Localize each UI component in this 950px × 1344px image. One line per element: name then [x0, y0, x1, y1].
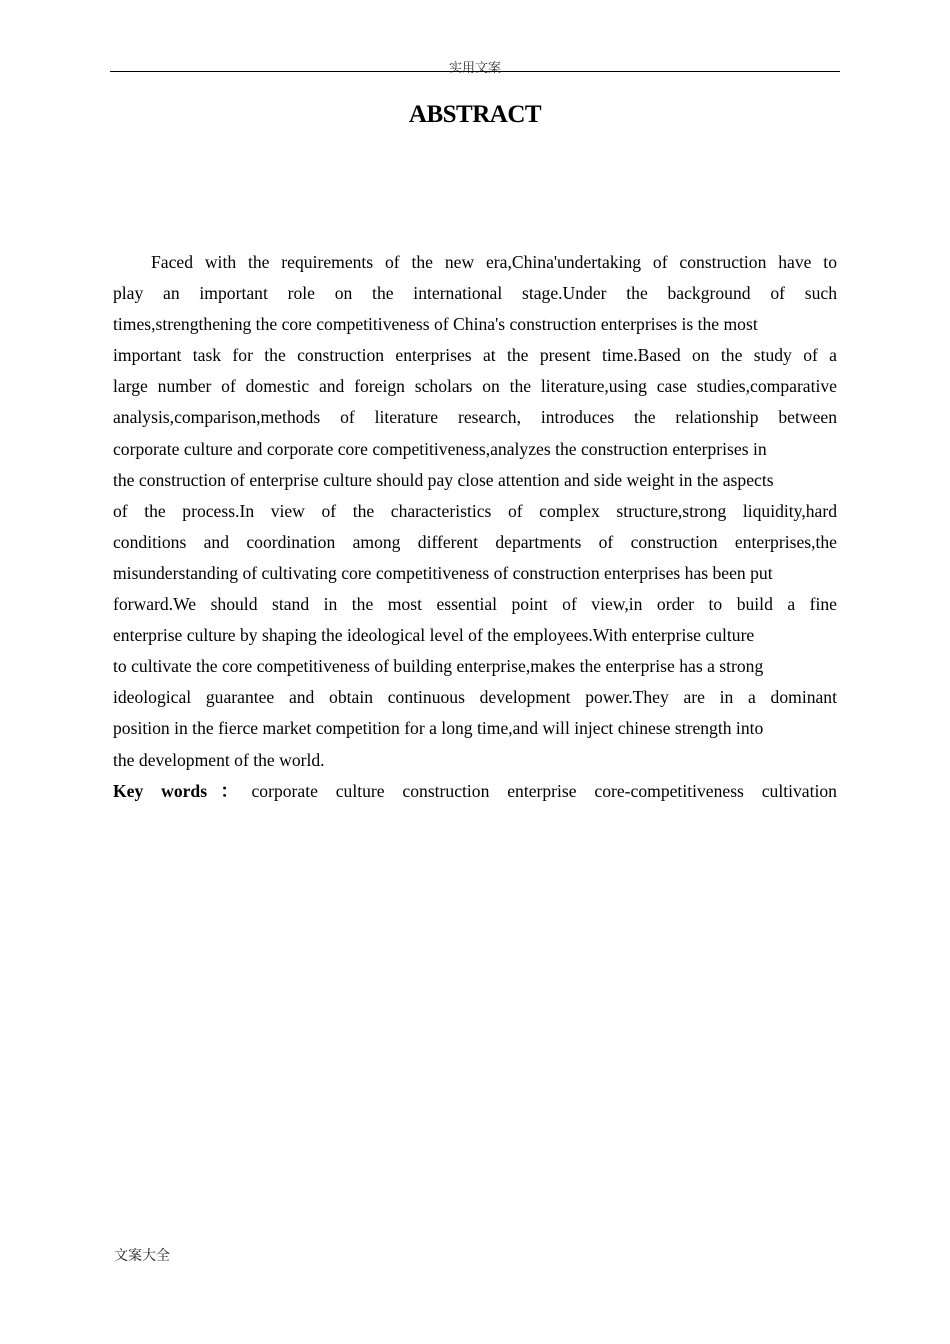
keyword-item: core-competitiveness — [594, 781, 744, 801]
abstract-line: Faced with the requirements of the new era,China'undertaking of construction have to — [151, 252, 837, 272]
abstract-line: important task for the construction enterprises at the present time.Based on the study of a — [113, 345, 837, 366]
abstract-line: of the process.In view of the characteristics of complex structure,strong liquidity,hard — [113, 500, 837, 521]
abstract-line: times,strengthening the core competitiveness of China's construction enterprises is the most — [113, 314, 758, 335]
page-footer-text: 文案大全 — [114, 1248, 170, 1264]
abstract-line: the construction of enterprise culture should pay close attention and side weight in the aspects — [113, 469, 774, 490]
abstract-line: play an important role on the international stage.Under the background of such — [113, 283, 837, 304]
abstract-line: large number of domestic and foreign scholars on the literature,using case studies,comparative — [113, 376, 837, 397]
abstract-line: conditions and coordination among different departments of construction enterprises,the — [113, 531, 837, 552]
keyword-item: cultivation — [761, 781, 837, 801]
abstract-line: corporate culture and corporate core competitiveness,analyzes the construction enterprises in — [113, 438, 767, 459]
abstract-line: forward.We should stand in the most essential point of view,in order to build a fine — [113, 594, 837, 615]
abstract-line: the development of the world. — [113, 749, 325, 770]
abstract-title: ABSTRACT — [408, 101, 542, 128]
header-divider — [110, 71, 840, 72]
abstract-body — [113, 247, 837, 776]
keyword-item: corporate culture — [251, 781, 385, 801]
abstract-line: position in the fierce market competition for a long time,and will inject chinese strength into — [113, 718, 764, 739]
keywords-label: Key words： — [113, 781, 252, 801]
abstract-line: ideological guarantee and obtain continuous development power.They are in a dominant — [113, 687, 837, 708]
abstract-line: enterprise culture by shaping the ideological level of the employees.With enterprise culture — [113, 625, 755, 646]
keywords-line — [113, 776, 837, 807]
abstract-line: to cultivate the core competitiveness of building enterprise,makes the enterprise has a strong — [113, 656, 764, 677]
abstract-line: analysis,comparison,methods of literature research, introduces the relationship between — [113, 407, 837, 428]
page-header-text: 实用文案 — [448, 61, 501, 76]
abstract-line: misunderstanding of cultivating core competitiveness of construction enterprises has been put — [113, 562, 773, 583]
keyword-item: construction enterprise — [402, 781, 577, 801]
